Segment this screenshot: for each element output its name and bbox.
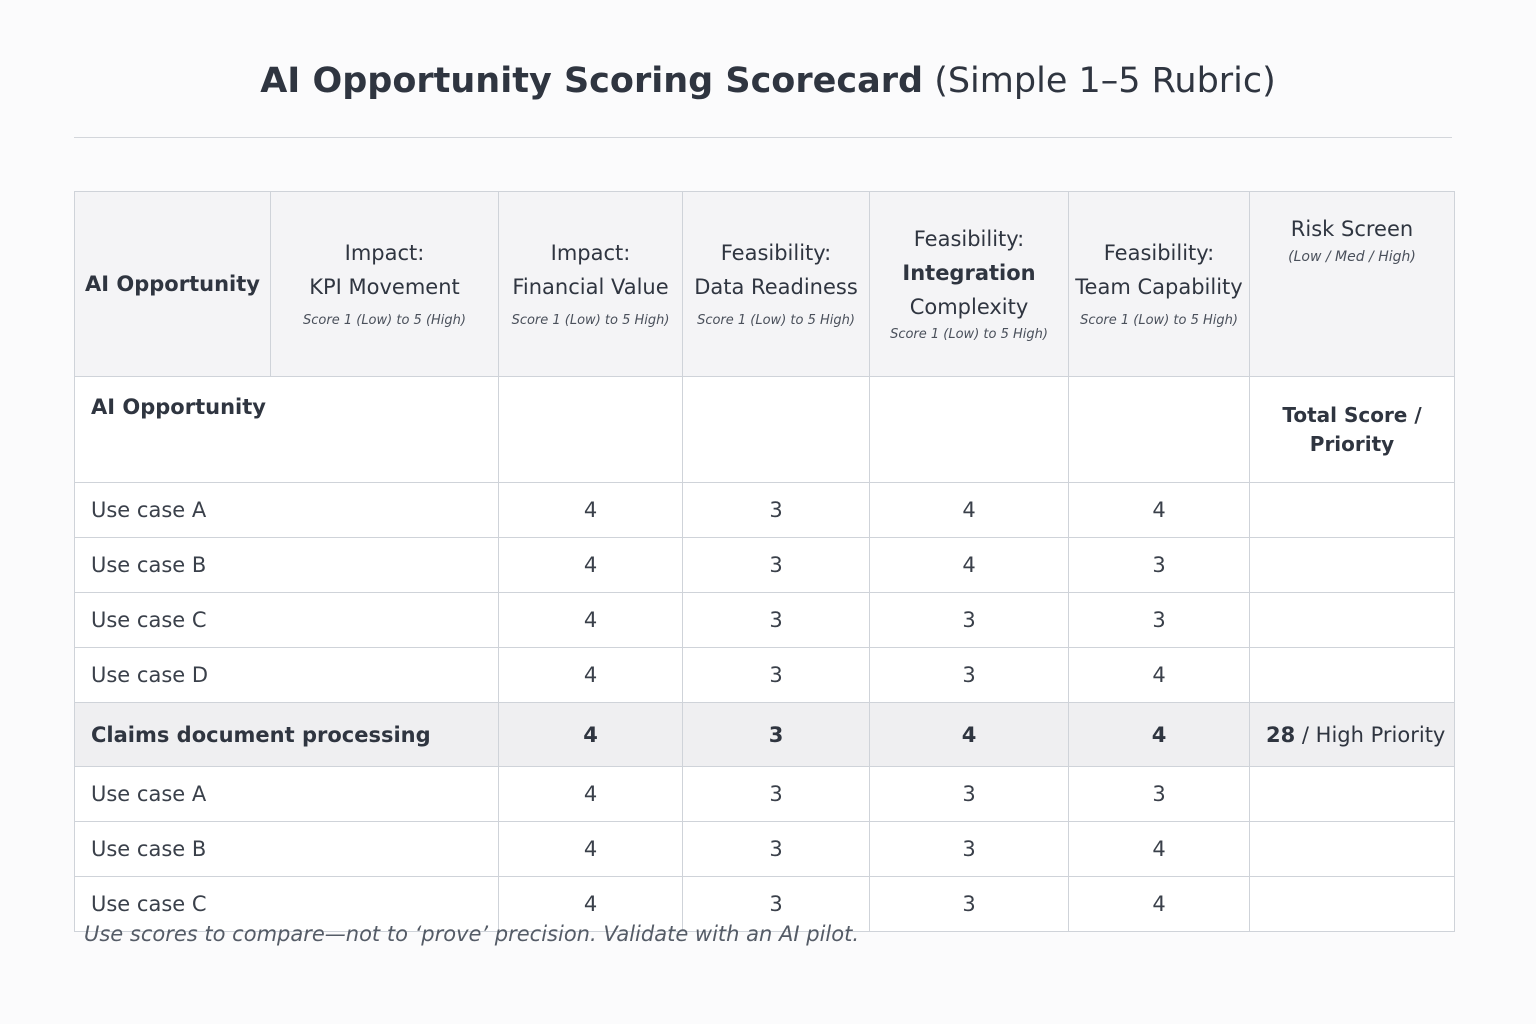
section-label: AI Opportunity (75, 377, 499, 483)
highlight-row (75, 703, 1455, 767)
score-cell: 4 (1069, 648, 1250, 703)
score-cell: 4 (1069, 483, 1250, 538)
title-main: AI Opportunity Scoring Scorecard (260, 61, 924, 101)
header-integration-line2: Integration (902, 261, 1036, 285)
header-risk-line1: Risk Screen (1290, 217, 1414, 241)
highlight-name: Claims document processing (75, 703, 499, 767)
total-header-line2: Priority (1309, 431, 1395, 456)
header-team-capability (1069, 192, 1250, 377)
total-priority-cell (1250, 703, 1455, 767)
score-cell: 4 (499, 767, 683, 822)
use-case-name: Use case A (75, 483, 499, 538)
header-row (75, 192, 1455, 377)
use-case-name: Use case C (75, 877, 499, 932)
header-data-line1: Feasibility: (720, 241, 832, 265)
section-empty-cell (870, 377, 1069, 483)
section-row (75, 377, 1455, 483)
score-cell: 4 (499, 593, 683, 648)
result-cell (1250, 593, 1455, 648)
header-data-line2: Data Readiness (694, 275, 858, 299)
header-kpi-movement (271, 192, 499, 377)
result-cell (1250, 538, 1455, 593)
result-cell (1250, 877, 1455, 932)
title-suffix: (Simple 1–5 Rubric) (934, 61, 1276, 101)
table-row (75, 593, 1455, 648)
header-integration-line3: Complexity (909, 295, 1029, 319)
header-integration-line1: Feasibility: (913, 227, 1025, 251)
page-title (0, 58, 1536, 104)
score-cell: 3 (683, 483, 870, 538)
score-cell: 3 (683, 538, 870, 593)
score-cell: 3 (683, 822, 870, 877)
score-cell: 3 (870, 822, 1069, 877)
header-team-sub: Score 1 (Low) to 5 High) (1080, 313, 1238, 328)
header-kpi-line1: Impact: (344, 241, 425, 265)
use-case-name: Use case C (75, 593, 499, 648)
score-cell: 4 (499, 877, 683, 932)
score-cell: 4 (499, 648, 683, 703)
score-cell: 3 (683, 703, 870, 767)
result-cell (1250, 767, 1455, 822)
use-case-name: Use case D (75, 648, 499, 703)
score-cell: 4 (1069, 877, 1250, 932)
header-data-readiness (683, 192, 870, 377)
score-cell: 4 (499, 822, 683, 877)
priority-label: / High Priority (1301, 722, 1446, 747)
result-cell (1250, 483, 1455, 538)
use-case-name: Use case B (75, 822, 499, 877)
score-cell: 3 (1069, 593, 1250, 648)
header-kpi-line2: KPI Movement (309, 275, 460, 299)
score-cell: 3 (683, 648, 870, 703)
header-risk-sub: (Low / Med / High) (1288, 249, 1416, 265)
section-empty-cell (1069, 377, 1250, 483)
header-financial-sub: Score 1 (Low) to 5 High) (511, 313, 670, 328)
table-row (75, 767, 1455, 822)
section-total-header (1250, 377, 1455, 483)
header-integration-complexity (870, 192, 1069, 377)
score-cell: 3 (870, 593, 1069, 648)
table-row (75, 648, 1455, 703)
use-case-name: Use case A (75, 767, 499, 822)
score-cell: 4 (870, 483, 1069, 538)
score-cell: 3 (683, 767, 870, 822)
header-integration-sub: Score 1 (Low) to 5 High) (890, 327, 1048, 342)
table-row (75, 538, 1455, 593)
header-data-sub: Score 1 (Low) to 5 High) (697, 313, 855, 328)
title-divider (74, 137, 1452, 138)
header-team-line1: Feasibility: (1103, 241, 1215, 265)
footnote: Use scores to compare—not to ‘prove’ precision. Validate with an AI pilot. (84, 922, 859, 946)
header-financial-value (499, 192, 683, 377)
score-cell: 3 (683, 877, 870, 932)
score-cell: 4 (499, 703, 683, 767)
header-team-line2: Team Capability (1075, 275, 1243, 299)
score-cell: 3 (870, 648, 1069, 703)
result-cell (1250, 822, 1455, 877)
score-cell: 4 (1069, 822, 1250, 877)
section-empty-cell (499, 377, 683, 483)
score-cell: 4 (870, 703, 1069, 767)
score-cell: 3 (870, 877, 1069, 932)
header-risk-screen (1250, 192, 1455, 377)
total-score: 28 (1266, 722, 1296, 747)
score-cell: 3 (683, 593, 870, 648)
score-cell: 3 (870, 767, 1069, 822)
table-row (75, 822, 1455, 877)
score-cell: 4 (1069, 703, 1250, 767)
header-opportunity: AI Opportunity (75, 192, 271, 377)
total-header-line1: Total Score / (1282, 402, 1422, 427)
score-cell: 4 (499, 483, 683, 538)
header-kpi-sub: Score 1 (Low) to 5 (High) (303, 313, 466, 328)
header-financial-line1: Impact: (550, 241, 631, 265)
score-cell: 4 (870, 538, 1069, 593)
score-cell: 4 (499, 538, 683, 593)
use-case-name: Use case B (75, 538, 499, 593)
header-financial-line2: Financial Value (512, 275, 669, 299)
scorecard-table (74, 191, 1455, 932)
table-row (75, 483, 1455, 538)
result-cell (1250, 648, 1455, 703)
score-cell: 3 (1069, 538, 1250, 593)
score-cell: 3 (1069, 767, 1250, 822)
section-empty-cell (683, 377, 870, 483)
